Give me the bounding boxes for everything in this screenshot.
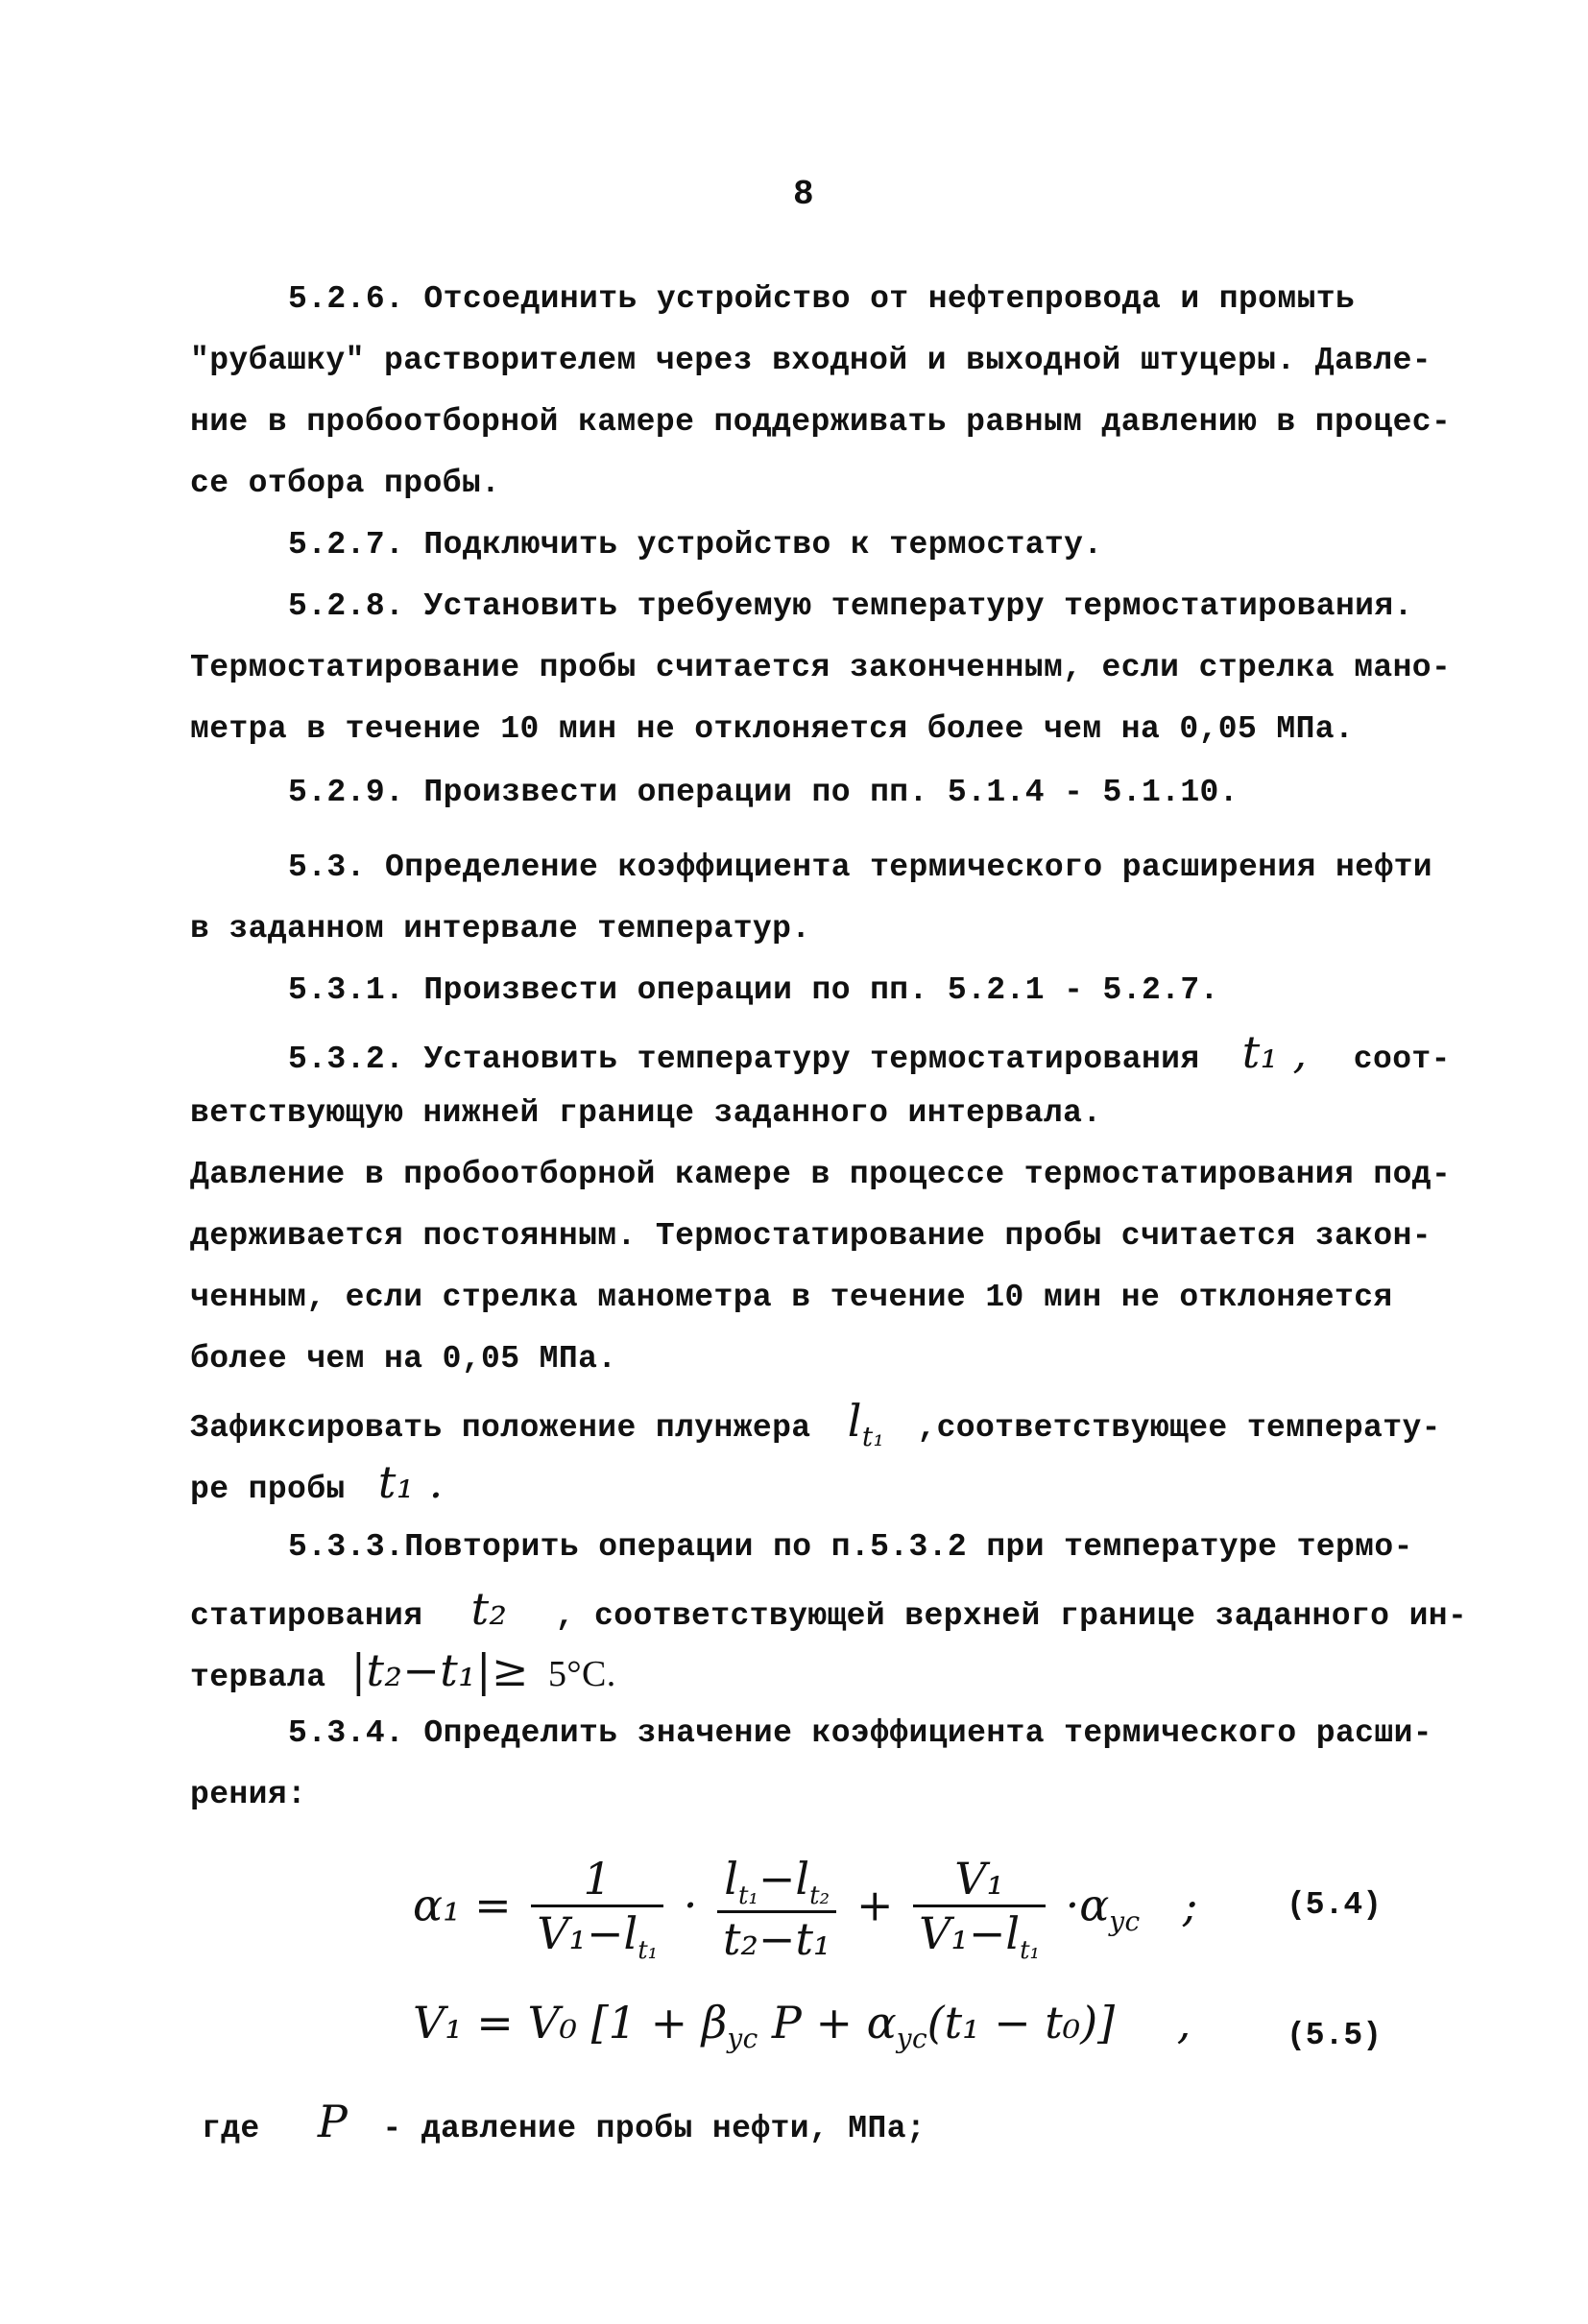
num-text: −l <box>758 1853 810 1905</box>
fraction <box>913 1853 1046 1965</box>
symbol-t2: t₂ <box>470 1583 508 1635</box>
fraction-denominator <box>531 1907 663 1965</box>
text-fragment: тервала <box>190 1660 326 1695</box>
den-text: V₁−l <box>537 1907 638 1959</box>
formula-text: P + α <box>758 1997 897 2048</box>
symbol-l: l <box>847 1395 862 1447</box>
text-line: более чем на 0,05 МПа. <box>190 1341 617 1377</box>
num-sub: t₂ <box>809 1881 830 1911</box>
fraction-numerator <box>717 1853 836 1913</box>
formula-sub: уc <box>727 2023 758 2055</box>
text-fragment: где <box>202 2111 260 2146</box>
formula-plus: + <box>856 1879 894 1931</box>
formula-semicolon: ; <box>1182 1879 1198 1931</box>
formula-text: V₁ = V₀ [1 + β <box>413 1997 728 2048</box>
fraction-numerator: V₁ <box>913 1853 1046 1907</box>
formula-5-4 <box>413 1853 1197 1965</box>
symbol-t1: t₁ . <box>377 1456 444 1508</box>
text-line: 5.3.4. Определить значение коэффициента термического расши- <box>288 1715 1432 1751</box>
equation-number: (5.5) <box>1287 2018 1383 2053</box>
fraction-denominator <box>913 1907 1046 1965</box>
text-line: метра в течение 10 мин не отклоняется более чем на 0,05 МПа. <box>190 711 1355 747</box>
text-line <box>190 1583 1468 1636</box>
formula-lhs: α₁ = <box>413 1879 512 1931</box>
symbol-t1: t₁ , <box>1241 1026 1308 1078</box>
den-sub: t₁ <box>638 1936 659 1966</box>
den-text: V₁−l <box>919 1907 1021 1959</box>
num-sub: t₁ <box>738 1881 758 1911</box>
text-line: ние в пробоотборной камере поддерживать равным давлению в процес- <box>190 404 1452 440</box>
fraction <box>717 1853 836 1965</box>
text-fragment: - давление пробы нефти, МПа; <box>382 2111 926 2146</box>
text-line: ченным, если стрелка манометра в течение 10 мин не отклоняется <box>190 1280 1393 1315</box>
fraction <box>531 1853 663 1965</box>
den-sub: t₁ <box>1020 1936 1040 1966</box>
text-line <box>190 1395 1441 1456</box>
text-fragment: , соответствующей верхней границе заданного ин- <box>555 1598 1468 1634</box>
text-fragment: ,соответствующее температу- <box>917 1410 1441 1446</box>
symbol-sub: t₁ <box>861 1421 885 1453</box>
text-line: 5.2.7. Подключить устройство к термостату. <box>288 527 1103 563</box>
text-line <box>190 1456 444 1509</box>
text-line: держивается постоянным. Термостатирование пробы считается закон- <box>190 1218 1432 1254</box>
text-line <box>288 1026 1451 1079</box>
text-line: Давление в пробоотборной камере в процессе термостатирования под- <box>190 1157 1452 1192</box>
text-fragment: соот- <box>1353 1042 1451 1077</box>
formula-sub: уc <box>896 2023 927 2055</box>
text-fragment: ре пробы <box>190 1472 346 1507</box>
formula-sub: уc <box>1109 1905 1141 1937</box>
symbol-p: P <box>317 2096 349 2147</box>
text-fragment: 5°С. <box>548 1654 616 1694</box>
formula-comma: , <box>1176 1997 1191 2048</box>
text-line: се отбора пробы. <box>190 466 501 501</box>
text-fragment: статирования <box>190 1598 423 1634</box>
fraction-numerator: 1 <box>531 1853 663 1907</box>
text-line: 5.3.1. Произвести операции по пп. 5.2.1 - 5.2.7. <box>288 972 1219 1008</box>
text-line: "рубашку" растворителем через входной и выходной штуцеры. Давле- <box>190 343 1432 378</box>
section-heading: 5.3. Определение коэффициента термического расширения нефти <box>288 850 1432 885</box>
fraction-denominator: t₂−t₁ <box>722 1913 831 1966</box>
text-line: ветствующую нижней границе заданного интервала. <box>190 1095 1102 1131</box>
text-line: рения: <box>190 1777 307 1812</box>
symbol-lt1 <box>847 1395 885 1453</box>
formula-5-5 <box>413 1997 1191 2054</box>
text-line <box>190 1644 616 1697</box>
text-line: Термостатирование пробы считается законченным, если стрелка мано- <box>190 650 1452 685</box>
text-line: 5.2.8. Установить требуемую температуру термостатирования. <box>288 588 1413 624</box>
text-line: 5.3.3.Повторить операции по п.5.3.2 при температуре термо- <box>288 1529 1413 1565</box>
text-line <box>202 2096 926 2148</box>
num-text: l <box>724 1853 739 1905</box>
equation-number: (5.4) <box>1287 1887 1383 1923</box>
symbol-abs-condition: |t₂−t₁|≥ <box>350 1644 529 1696</box>
text-line: 5.2.6. Отсоединить устройство от нефтепровода и промыть <box>288 281 1356 317</box>
section-heading: в заданном интервале температур. <box>190 911 811 946</box>
formula-dot: · <box>683 1879 698 1931</box>
text-fragment: Зафиксировать положение плунжера <box>190 1410 811 1446</box>
text-line: 5.2.9. Произвести операции по пп. 5.1.4 - 5.1.10. <box>288 775 1239 810</box>
formula-text: (t₁ − t₀)] <box>926 1997 1116 2048</box>
text-fragment: 5.3.2. Установить температуру термостатирования <box>288 1042 1200 1077</box>
formula-tail: ·α <box>1065 1879 1110 1931</box>
page-number: 8 <box>793 175 814 214</box>
